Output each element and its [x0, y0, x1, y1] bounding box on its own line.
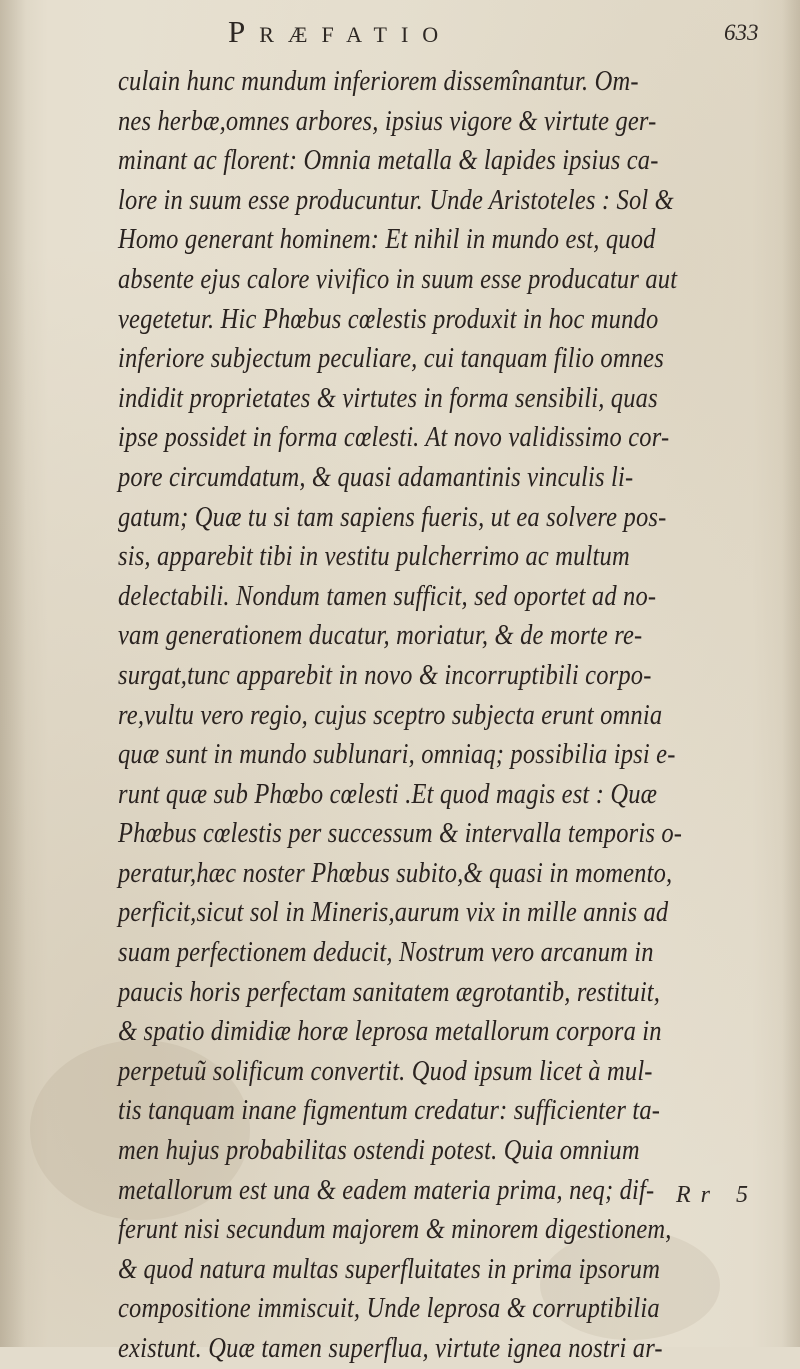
text-line: surgat,tunc apparebit in novo & incorruptibili corpo- [118, 659, 652, 691]
text-line: suam perfectionem deducit, Nostrum vero arcanum in [118, 937, 654, 969]
text-line: pore circumdatum, & quasi adamantinis vinculis li- [118, 461, 634, 493]
text-line: quæ sunt in mundo sublunari, omniaq; possibilia ipsi e- [118, 739, 676, 771]
text-line: & spatio dimidiæ horæ leprosa metallorum corpora in [118, 1016, 662, 1048]
text-line: Homo generant hominem: Et nihil in mundo est, quod [118, 224, 656, 256]
text-line: compositione immiscuit, Unde leprosa & corruptibilia [118, 1293, 660, 1325]
text-line: perpetuũ solificum convertit. Quod ipsum licet à mul- [118, 1055, 653, 1087]
text-line: lore in suum esse producuntur. Unde Aristoteles : Sol & [118, 184, 674, 216]
text-line: ferunt nisi secundum majorem & minorem digestionem, [118, 1214, 672, 1246]
signature-mark: Rr 5 [676, 1182, 758, 1208]
text-line: men hujus probabilitas ostendi potest. Quia omnium [118, 1135, 640, 1167]
page-gutter-shadow [0, 0, 26, 1347]
text-line: indidit proprietates & virtutes in forma sensibili, quas [118, 382, 658, 414]
text-line: paucis horis perfectam sanitatem ægrotantib, restituit, [118, 976, 661, 1008]
text-line: inferiore subjectum peculiare, cui tanquam filio omnes [118, 343, 664, 375]
text-line: metallorum est una & eadem materia prima, neq; dif- [118, 1174, 655, 1206]
text-line: vegetetur. Hic Phœbus cœlestis produxit in hoc mundo [118, 303, 659, 335]
running-title: Præfatio [228, 14, 453, 49]
text-line: Phœbus cœlestis per successum & intervalla temporis o- [118, 818, 683, 850]
text-line: tis tanquam inane figmentum credatur: sufficienter ta- [118, 1095, 661, 1127]
text-line: perficit,sicut sol in Mineris,aurum vix in mille annis ad [118, 897, 669, 929]
text-line: absente ejus calore vivifico in suum esse producatur aut [118, 263, 678, 295]
text-line: nes herbæ,omnes arbores, ipsius vigore & virtute ger- [118, 105, 657, 137]
text-line: peratur,hæc noster Phœbus subito,& quasi in momento, [118, 857, 673, 889]
text-line: vam generationem ducatur, moriatur, & de morte re- [118, 620, 643, 652]
text-line: & quod natura multas superfluitates in prima ipsorum [118, 1253, 661, 1285]
text-line: sis, apparebit tibi in vestitu pulcherrimo ac multum [118, 541, 630, 573]
text-line: runt quæ sub Phœbo cœlesti .Et quod magis est : Quæ [118, 778, 658, 810]
text-line: ipse possidet in forma cœlesti. At novo validissimo cor- [118, 422, 670, 454]
text-line: existunt. Quæ tamen superflua, virtute ignea nostri ar- [118, 1333, 663, 1364]
text-line: culain hunc mundum inferiorem dissemînantur. Om- [118, 66, 639, 97]
body-text [118, 62, 699, 1369]
page-header [0, 8, 800, 56]
text-line: minant ac florent: Omnia metalla & lapides ipsius ca- [118, 145, 659, 177]
page-number: 633 [724, 20, 759, 45]
page-edge-shadow [782, 0, 800, 1347]
text-line: delectabili. Nondum tamen sufficit, sed oportet ad no- [118, 580, 657, 612]
text-line: gatum; Quæ tu si tam sapiens fueris, ut ea solvere pos- [118, 501, 667, 533]
text-line: re,vultu vero regio, cujus sceptro subjecta erunt omnia [118, 699, 663, 731]
